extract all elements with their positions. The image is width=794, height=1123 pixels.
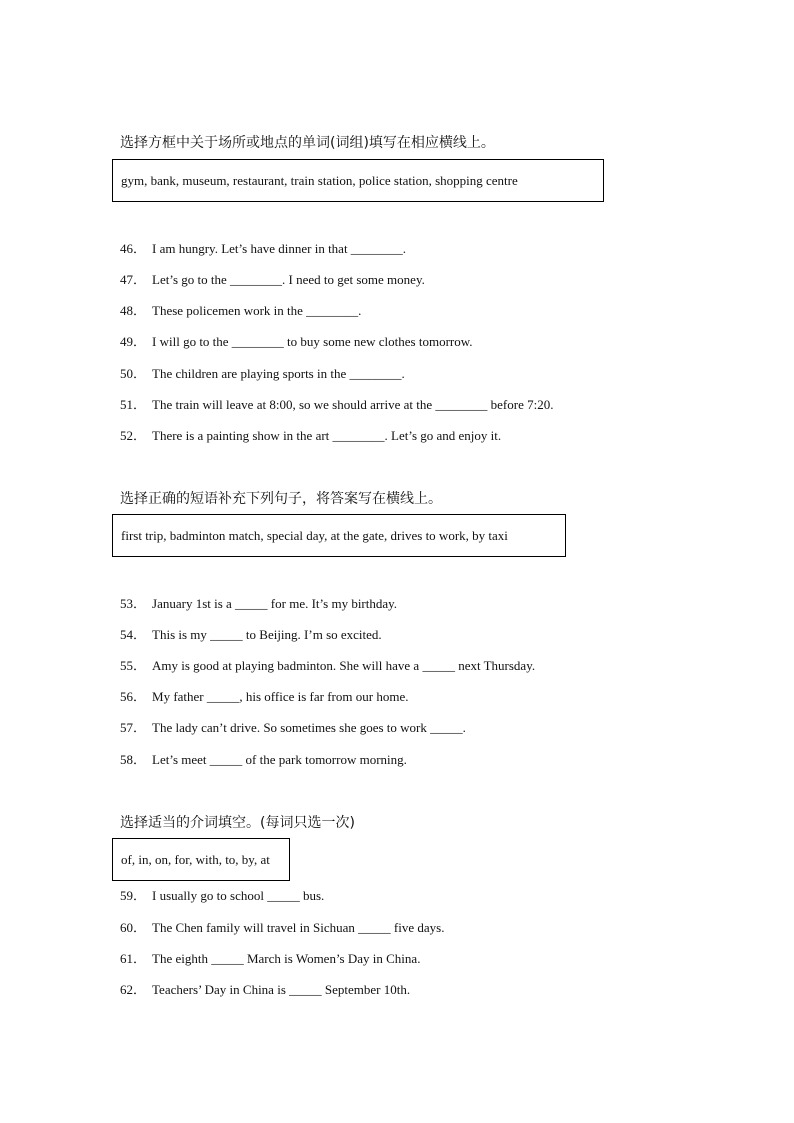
word-bank-box-3 (112, 838, 290, 881)
question-62 (120, 982, 410, 998)
question-number: 57． (120, 720, 147, 735)
section-1-heading: 选择方框中关于场所或地点的单词(词组)填写在相应横线上。 (120, 135, 495, 151)
question-number: 48． (120, 303, 147, 318)
question-text: These policemen work in the ________. (152, 303, 362, 318)
section-3-heading: 选择适当的介词填空。(每词只选一次) (120, 815, 355, 831)
question-number: 50． (120, 366, 147, 381)
question-number: 54． (120, 627, 147, 642)
question-57 (120, 720, 466, 736)
question-56 (120, 689, 408, 705)
question-text: The train will leave at 8:00, so we should arrive at the ________ before 7:20. (152, 397, 554, 412)
question-49 (120, 334, 473, 350)
question-text: Let’s go to the ________. I need to get some money. (152, 272, 425, 287)
word-bank-text-3: of, in, on, for, with, to, by, at (121, 851, 270, 867)
word-bank-text-2: first trip, badminton match, special day, at the gate, drives to work, by taxi (121, 527, 508, 543)
question-50 (120, 366, 405, 382)
question-number: 52． (120, 428, 147, 443)
question-text: There is a painting show in the art ________. Let’s go and enjoy it. (152, 428, 502, 443)
question-53 (120, 596, 397, 612)
question-number: 47． (120, 272, 147, 287)
question-text: I will go to the ________ to buy some new clothes tomorrow. (152, 334, 473, 349)
question-number: 51． (120, 397, 147, 412)
question-47 (120, 272, 425, 288)
question-number: 55． (120, 658, 147, 673)
question-59 (120, 888, 324, 904)
question-51 (120, 397, 553, 413)
question-text: This is my _____ to Beijing. I’m so excited. (152, 627, 382, 642)
question-number: 49． (120, 334, 147, 349)
question-number: 59． (120, 888, 147, 903)
question-60 (120, 920, 444, 936)
question-48 (120, 303, 361, 319)
word-bank-text-1: gym, bank, museum, restaurant, train station, police station, shopping centre (121, 172, 518, 188)
question-number: 53． (120, 596, 147, 611)
question-61 (120, 951, 420, 967)
question-text: The Chen family will travel in Sichuan _____ five days. (152, 920, 445, 935)
word-bank-box-1 (112, 159, 604, 202)
question-58 (120, 752, 407, 768)
question-text: I usually go to school _____ bus. (152, 888, 325, 903)
question-text: Amy is good at playing badminton. She will have a _____ next Thursday. (152, 658, 536, 673)
question-text: The lady can’t drive. So sometimes she goes to work _____. (152, 720, 466, 735)
question-number: 58． (120, 752, 147, 767)
question-number: 56． (120, 689, 147, 704)
question-52 (120, 428, 501, 444)
question-55 (120, 658, 535, 674)
question-text: The eighth _____ March is Women’s Day in China. (152, 951, 421, 966)
question-number: 46． (120, 241, 147, 256)
question-text: Teachers’ Day in China is _____ September 10th. (152, 982, 411, 997)
question-text: Let’s meet _____ of the park tomorrow morning. (152, 752, 407, 767)
question-54 (120, 627, 382, 643)
word-bank-box-2 (112, 514, 566, 557)
question-number: 61． (120, 951, 147, 966)
question-46 (120, 241, 406, 257)
question-text: The children are playing sports in the ________. (152, 366, 405, 381)
question-text: January 1st is a _____ for me. It’s my birthday. (152, 596, 398, 611)
section-2-heading: 选择正确的短语补充下列句子，将答案写在横线上。 (120, 491, 442, 507)
question-text: My father _____, his office is far from our home. (152, 689, 409, 704)
question-number: 60． (120, 920, 147, 935)
question-number: 62． (120, 982, 147, 997)
question-text: I am hungry. Let’s have dinner in that ________. (152, 241, 407, 256)
